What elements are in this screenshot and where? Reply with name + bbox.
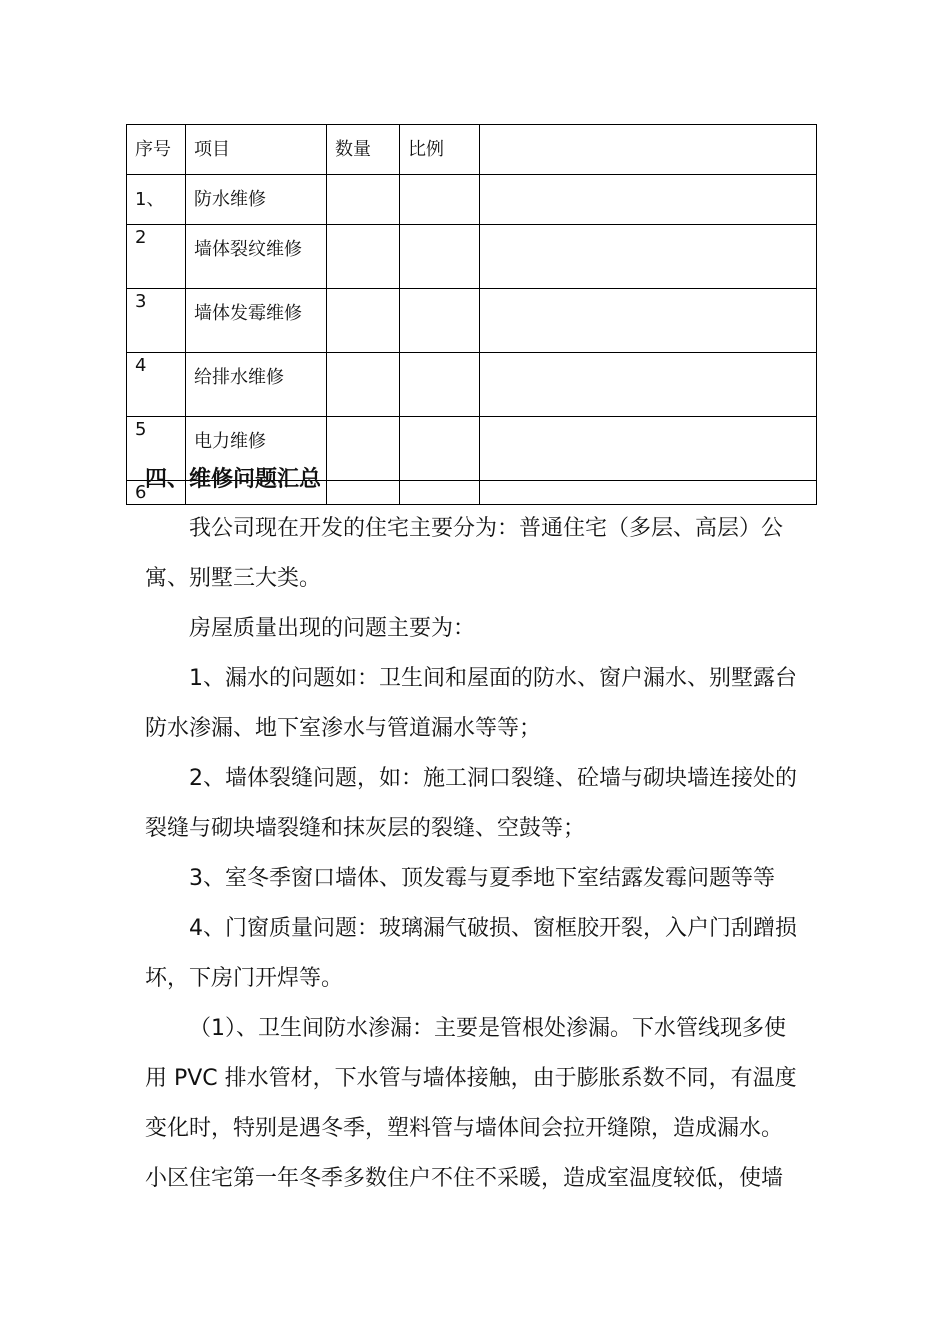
paragraph-line: 1、漏水的问题如：卫生间和屋面的防水、窗户漏水、别墅露台 (189, 666, 797, 691)
paragraph-doors-windows (145, 904, 810, 1004)
row-ratio (400, 289, 480, 353)
row-item: 墙体裂纹维修 (186, 225, 327, 289)
row-number: 4 (127, 353, 186, 417)
table-row (127, 225, 817, 289)
paragraph-intro (145, 504, 810, 604)
table-row (127, 175, 817, 225)
row-quantity (327, 481, 400, 505)
maintenance-table (126, 124, 817, 505)
row-quantity (327, 225, 400, 289)
row-blank (480, 225, 817, 289)
row-blank (480, 481, 817, 505)
row-number: 2 (127, 225, 186, 289)
row-item: 防水维修 (186, 175, 327, 225)
paragraph-line: 寓、别墅三大类。 (145, 566, 322, 591)
row-number: 1、 (127, 175, 186, 225)
paragraph-line: 变化时，特别是遇冬季，塑料管与墙体间会拉开缝隙，造成漏水。 (145, 1116, 784, 1141)
paragraph-line: 小区住宅第一年冬季多数住户不住不采暖，造成室温度较低，使墙 (145, 1166, 784, 1191)
row-quantity (327, 289, 400, 353)
row-quantity (327, 417, 400, 481)
header-cell-quantity: 数量 (327, 125, 400, 175)
row-blank (480, 289, 817, 353)
header-cell-no: 序号 (127, 125, 186, 175)
row-blank (480, 417, 817, 481)
table-row (127, 353, 817, 417)
row-ratio (400, 225, 480, 289)
table-header-row (127, 125, 817, 175)
row-ratio (400, 175, 480, 225)
row-blank (480, 175, 817, 225)
row-item: 墙体发霉维修 (186, 289, 327, 353)
row-ratio (400, 481, 480, 505)
paragraph-mold (145, 854, 810, 904)
paragraph-line: 坏，下房门开焊等。 (145, 966, 344, 991)
paragraph-line: 用 PVC 排水管材，下水管与墙体接触，由于膨胀系数不同，有温度 (145, 1066, 797, 1091)
paragraph-line: 3、室冬季窗口墙体、顶发霉与夏季地下室结露发霉问题等等 (189, 866, 775, 891)
paragraph-line: 裂缝与砌块墙裂缝和抹灰层的裂缝、空鼓等； (145, 816, 586, 841)
row-ratio (400, 353, 480, 417)
paragraph-line: 4、门窗质量问题：玻璃漏气破损、窗框胶开裂，入户门刮蹭损 (189, 916, 797, 941)
header-cell-blank (480, 125, 817, 175)
paragraph-leakage (145, 654, 810, 754)
row-blank (480, 353, 817, 417)
header-cell-ratio: 比例 (400, 125, 480, 175)
paragraph-wall-cracks (145, 754, 810, 854)
row-item: 电力维修 (186, 417, 327, 481)
paragraph-problems-intro (145, 604, 810, 654)
table-row (127, 289, 817, 353)
row-ratio (400, 417, 480, 481)
row-number: 3 (127, 289, 186, 353)
row-number: 6 (127, 481, 186, 505)
paragraph-bathroom-leak (145, 1004, 810, 1204)
paragraph-line: 房屋质量出现的问题主要为： (189, 616, 476, 641)
row-quantity (327, 353, 400, 417)
paragraph-line: 我公司现在开发的住宅主要分为：普通住宅（多层、高层）公 (189, 516, 784, 541)
row-number: 5 (127, 417, 186, 481)
header-cell-item: 项目 (186, 125, 327, 175)
row-item: 给排水维修 (186, 353, 327, 417)
paragraph-line: （1）、卫生间防水渗漏：主要是管根处渗漏。下水管线现多使 (189, 1016, 786, 1041)
row-quantity (327, 175, 400, 225)
paragraph-line: 2、墙体裂缝问题，如：施工洞口裂缝、砼墙与砌块墙连接处的 (189, 766, 797, 791)
section-heading: 四、维修问题汇总 (145, 467, 322, 492)
paragraph-line: 防水渗漏、地下室渗水与管道漏水等等； (145, 716, 542, 741)
